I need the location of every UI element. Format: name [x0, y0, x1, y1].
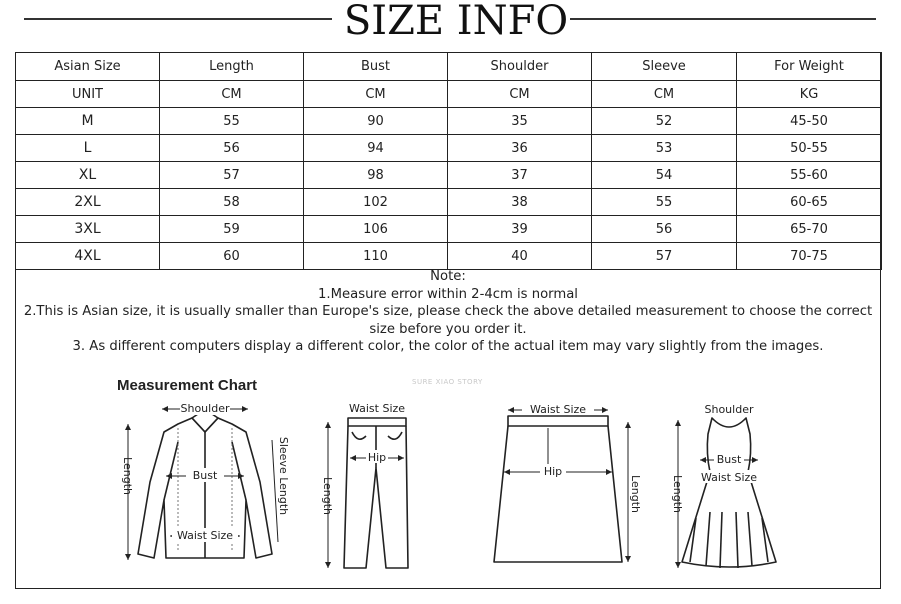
table-row [16, 135, 882, 162]
shirt-diagram [120, 372, 295, 582]
table-cell: 98 [304, 162, 448, 189]
table-cell: 50-55 [737, 135, 882, 162]
dress-icon [660, 372, 800, 582]
shirt-bust-label: Bust [192, 469, 218, 482]
size-table [15, 52, 882, 270]
dress-bust-label: Bust [716, 453, 742, 466]
shirt-length-label: Length [121, 457, 134, 495]
table-cell: 110 [304, 243, 448, 270]
shirt-waist-label: Waist Size [176, 529, 234, 542]
table-cell: 106 [304, 216, 448, 243]
unit-cell: CM [304, 81, 448, 108]
title-rule-left [24, 18, 332, 20]
table-cell: 59 [160, 216, 304, 243]
unit-cell: UNIT [16, 81, 160, 108]
table-cell: 94 [304, 135, 448, 162]
table-cell: 57 [160, 162, 304, 189]
table-cell: 55 [160, 108, 304, 135]
title-bar [0, 0, 901, 44]
table-row [16, 189, 882, 216]
unit-cell: CM [592, 81, 737, 108]
unit-cell: CM [448, 81, 592, 108]
skirt-waist-label: Waist Size [529, 403, 587, 416]
table-cell: 58 [160, 189, 304, 216]
dress-length-label: Length [671, 475, 684, 513]
notes-block [15, 268, 881, 356]
unit-cell: KG [737, 81, 882, 108]
pants-diagram [312, 372, 432, 582]
shirt-shoulder-label: Shoulder [180, 402, 230, 415]
skirt-hip-label: Hip [543, 465, 563, 478]
table-cell: 56 [592, 216, 737, 243]
header-cell: Shoulder [448, 53, 592, 81]
pants-icon [312, 372, 432, 582]
note-line-3: 3. As different computers display a different color, the color of the actual item may vary slightly from the images. [72, 339, 824, 354]
table-cell: 39 [448, 216, 592, 243]
dress-shoulder-label: Shoulder [704, 403, 754, 416]
table-cell: 70-75 [737, 243, 882, 270]
header-cell: Asian Size [16, 53, 160, 81]
table-cell: 53 [592, 135, 737, 162]
page-title: SIZE INFO [343, 0, 569, 44]
table-cell: 90 [304, 108, 448, 135]
shirt-icon [120, 372, 295, 582]
note-line-1: 1.Measure error within 2-4cm is normal [318, 286, 578, 302]
size-cell: 2XL [16, 189, 160, 216]
pants-hip-label: Hip [367, 451, 387, 464]
skirt-icon [490, 372, 640, 582]
table-row [16, 162, 882, 189]
table-cell: 37 [448, 162, 592, 189]
notes-heading: Note: [430, 269, 466, 284]
skirt-diagram [490, 372, 640, 582]
table-row [16, 216, 882, 243]
table-cell: 55 [592, 189, 737, 216]
size-cell: 4XL [16, 243, 160, 270]
table-cell: 52 [592, 108, 737, 135]
table-cell: 102 [304, 189, 448, 216]
table-cell: 57 [592, 243, 737, 270]
size-cell: L [16, 135, 160, 162]
chart-title: Measurement Chart [117, 377, 258, 394]
table-cell: 40 [448, 243, 592, 270]
table-cell: 45-50 [737, 108, 882, 135]
pants-length-label: Length [321, 477, 334, 515]
header-cell: Bust [304, 53, 448, 81]
size-cell: 3XL [16, 216, 160, 243]
watermark: SURE XIAO STORY [412, 378, 483, 386]
table-cell: 36 [448, 135, 592, 162]
measurement-chart [100, 372, 800, 582]
header-cell: For Weight [737, 53, 882, 81]
table-cell: 56 [160, 135, 304, 162]
table-cell: 54 [592, 162, 737, 189]
title-rule-right [570, 18, 876, 20]
table-unit-row [16, 81, 882, 108]
shirt-sleeve-label: Sleeve Length [277, 436, 290, 516]
table-cell: 60 [160, 243, 304, 270]
table-header-row [16, 53, 882, 81]
table-cell: 60-65 [737, 189, 882, 216]
note-line-2: 2.This is Asian size, it is usually smaller than Europe's size, please check the above detailed measurement to choose the correct size before you order it. [23, 304, 873, 337]
header-cell: Sleeve [592, 53, 737, 81]
table-row [16, 243, 882, 270]
unit-cell: CM [160, 81, 304, 108]
skirt-length-label: Length [629, 475, 642, 513]
header-cell: Length [160, 53, 304, 81]
dress-waist-label: Waist Size [700, 471, 758, 484]
table-cell: 55-60 [737, 162, 882, 189]
size-cell: M [16, 108, 160, 135]
dress-diagram [660, 372, 800, 582]
pants-waist-label: Waist Size [348, 402, 406, 415]
table-cell: 65-70 [737, 216, 882, 243]
table-cell: 38 [448, 189, 592, 216]
size-cell: XL [16, 162, 160, 189]
table-cell: 35 [448, 108, 592, 135]
table-row [16, 108, 882, 135]
